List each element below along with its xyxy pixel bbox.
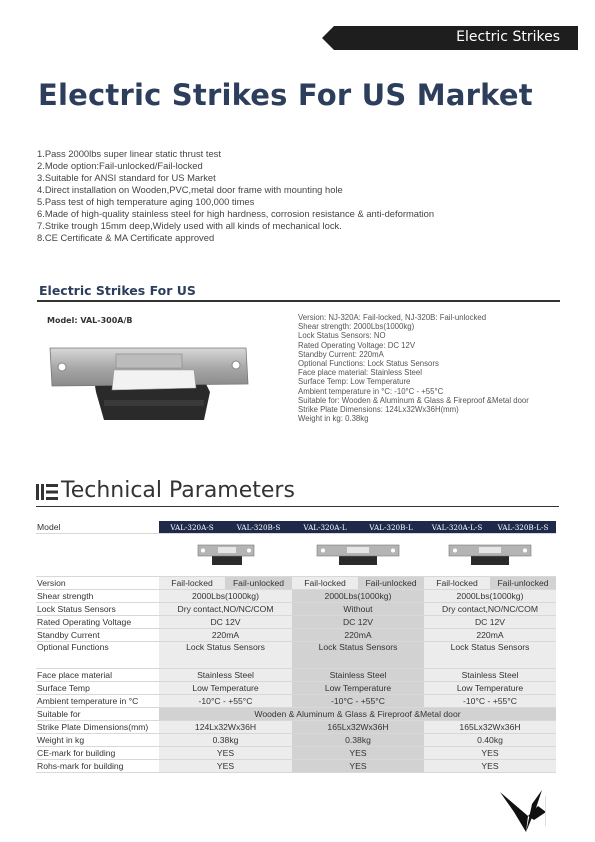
row-label: Model xyxy=(36,521,159,534)
table-row xyxy=(36,577,556,590)
table-cell: -10°C - +55°C xyxy=(159,695,292,708)
table-cell: 2000Lbs(1000kg) xyxy=(424,590,556,603)
table-cell: Fail-unlocked xyxy=(358,577,424,590)
table-cell: Low Temperature xyxy=(424,682,556,695)
table-cell: Stainless Steel xyxy=(424,669,556,682)
table-cell: 0.40kg xyxy=(424,734,556,747)
row-label: Optional Functions xyxy=(36,642,159,669)
table-row xyxy=(36,708,556,721)
table-row xyxy=(36,629,556,642)
tech-params-table xyxy=(36,521,556,773)
table-cell: DC 12V xyxy=(292,616,424,629)
row-label: Version xyxy=(36,577,159,590)
table-cell: Wooden & Aluminum & Glass & Fireproof &Metal door xyxy=(159,708,556,721)
brand-logo-icon xyxy=(498,786,550,836)
spec-item: Ambient temperature in °C: -10°C - +55°C xyxy=(298,386,444,396)
table-row xyxy=(36,616,556,629)
feature-item: 5.Pass test of high temperature aging 100,000 times xyxy=(37,196,255,207)
row-label: Face place material xyxy=(36,669,159,682)
table-cell: 2000Lbs(1000kg) xyxy=(292,590,424,603)
strike-ls-image xyxy=(445,541,535,567)
row-label: Suitable for xyxy=(36,708,159,721)
spec-item: Rated Operating Voltage: DC 12V xyxy=(298,340,416,350)
feature-item: 3.Suitable for ANSI standard for US Market xyxy=(37,172,216,183)
row-label: CE-mark for building xyxy=(36,747,159,760)
strike-l-image xyxy=(313,541,403,567)
row-label: Standby Current xyxy=(36,629,159,642)
table-row xyxy=(36,521,556,534)
feature-item: 6.Made of high-quality stainless steel for high hardness, corrosion resistance & anti-deformation xyxy=(37,208,435,219)
model-header: VAL-320A-L xyxy=(292,521,358,534)
table-cell: 165Lx32Wx36H xyxy=(424,721,556,734)
section-divider xyxy=(37,300,560,302)
row-label: Strike Plate Dimensions(mm) xyxy=(36,721,159,734)
section-title: Electric Strikes For US xyxy=(39,283,196,298)
strike-image-cell xyxy=(159,534,292,577)
table-row xyxy=(36,760,556,773)
electric-strike-image xyxy=(44,340,252,422)
row-label: Rated Operating Voltage xyxy=(36,616,159,629)
header-tag xyxy=(322,26,578,50)
table-cell: Fail-unlocked xyxy=(490,577,556,590)
table-cell: Stainless Steel xyxy=(159,669,292,682)
spec-item: Optional Functions: Lock Status Sensors xyxy=(298,359,439,369)
spec-item: Strike Plate Dimensions: 124Lx32Wx36H(mm) xyxy=(298,405,459,415)
table-cell: 0.38kg xyxy=(159,734,292,747)
table-cell: 220mA xyxy=(292,629,424,642)
table-cell: YES xyxy=(159,747,292,760)
table-cell: 220mA xyxy=(424,629,556,642)
feature-item: 8.CE Certificate & MA Certificate approved xyxy=(37,232,215,243)
strike-s-image xyxy=(194,541,258,567)
table-cell: Fail-locked xyxy=(159,577,225,590)
table-row xyxy=(36,734,556,747)
model-label: Model: VAL-300A/B xyxy=(47,316,133,325)
spec-item: Surface Temp: Low Temperature xyxy=(298,377,411,387)
row-label: Ambient temperature in °C xyxy=(36,695,159,708)
table-cell: Without xyxy=(292,603,424,616)
list-icon xyxy=(36,484,58,500)
feature-list xyxy=(37,148,434,244)
strike-image-cell xyxy=(424,534,556,577)
tech-divider xyxy=(36,506,559,507)
table-row xyxy=(36,534,556,577)
tech-params-title: Technical Parameters xyxy=(61,478,295,503)
spec-item: Face place material: Stainless Steel xyxy=(298,368,422,378)
model-header: VAL-320A-S xyxy=(159,521,225,534)
table-cell: 165Lx32Wx36H xyxy=(292,721,424,734)
page-title: Electric Strikes For US Market xyxy=(38,78,533,112)
table-row xyxy=(36,747,556,760)
spec-item: Shear strength: 2000Lbs(1000kg) xyxy=(298,322,415,332)
feature-item: 7.Strike trough 15mm deep,Widely used with all kinds of mechanical lock. xyxy=(37,220,342,231)
table-row xyxy=(36,682,556,695)
table-cell: DC 12V xyxy=(424,616,556,629)
table-cell: YES xyxy=(292,747,424,760)
model-header: VAL-320B-L-S xyxy=(490,521,556,534)
row-label: Surface Temp xyxy=(36,682,159,695)
table-cell: YES xyxy=(292,760,424,773)
table-cell: Fail-locked xyxy=(424,577,490,590)
table-cell: Stainless Steel xyxy=(292,669,424,682)
model-header: VAL-320B-S xyxy=(225,521,292,534)
table-cell: Lock Status Sensors xyxy=(424,642,556,669)
table-cell: Low Temperature xyxy=(292,682,424,695)
row-label: Lock Status Sensors xyxy=(36,603,159,616)
table-cell: Fail-unlocked xyxy=(225,577,292,590)
feature-item: 4.Direct installation on Wooden,PVC,metal door frame with mounting hole xyxy=(37,184,343,195)
table-cell: -10°C - +55°C xyxy=(292,695,424,708)
table-cell: Dry contact,NO/NC/COM xyxy=(424,603,556,616)
table-row xyxy=(36,695,556,708)
table-cell: DC 12V xyxy=(159,616,292,629)
table-row xyxy=(36,642,556,669)
table-cell: 124Lx32Wx36H xyxy=(159,721,292,734)
spec-item: Version: NJ-320A: Fail-locked, NJ-320B: Fail-unlocked xyxy=(298,313,487,322)
table-row xyxy=(36,603,556,616)
spec-item: Standby Current: 220mA xyxy=(298,349,384,359)
spec-item: Lock Status Sensors: NO xyxy=(298,331,386,341)
table-cell: YES xyxy=(159,760,292,773)
row-label: Weight in kg xyxy=(36,734,159,747)
feature-item: 1.Pass 2000lbs super linear static thrust test xyxy=(37,148,221,159)
table-cell: YES xyxy=(424,760,556,773)
row-label: Rohs-mark for building xyxy=(36,760,159,773)
table-cell: Lock Status Sensors xyxy=(159,642,292,669)
row-label: Shear strength xyxy=(36,590,159,603)
spec-item: Suitable for: Wooden & Aluminum & Glass & Fireproof &Metal door xyxy=(298,395,529,405)
table-cell: Lock Status Sensors xyxy=(292,642,424,669)
model-header: VAL-320A-L-S xyxy=(424,521,490,534)
feature-item: 2.Mode option:Fail-unlocked/Fail-locked xyxy=(37,160,203,171)
table-cell: 2000Lbs(1000kg) xyxy=(159,590,292,603)
header-tag-label: Electric Strikes xyxy=(456,29,560,45)
table-cell: YES xyxy=(424,747,556,760)
table-row xyxy=(36,669,556,682)
table-cell: Low Temperature xyxy=(159,682,292,695)
table-cell: Fail-locked xyxy=(292,577,358,590)
strike-image-cell xyxy=(292,534,424,577)
model-header: VAL-320B-L xyxy=(358,521,424,534)
spec-list xyxy=(298,313,529,423)
table-cell: Dry contact,NO/NC/COM xyxy=(159,603,292,616)
spec-item: Weight in kg: 0.38kg xyxy=(298,414,369,424)
table-cell: 220mA xyxy=(159,629,292,642)
table-cell: 0.38kg xyxy=(292,734,424,747)
table-row xyxy=(36,590,556,603)
table-row xyxy=(36,721,556,734)
table-cell: -10°C - +55°C xyxy=(424,695,556,708)
